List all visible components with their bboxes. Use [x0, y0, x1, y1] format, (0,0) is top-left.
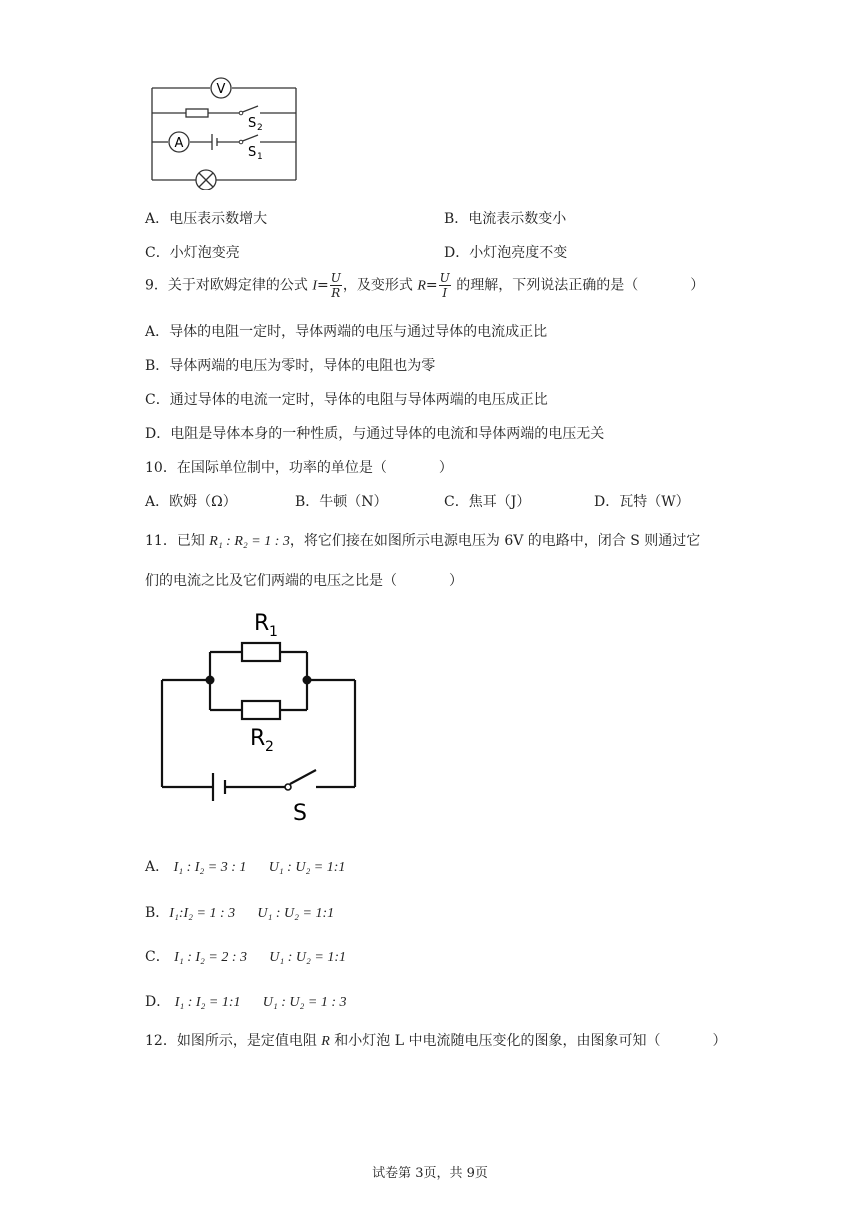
q12-stem: 12．如图所示，是定值电阻 R 和小灯泡 L 中电流随电压变化的图象，由图象可知（ ）: [145, 1033, 727, 1049]
q10-option-b: B．牛顿（N）: [295, 494, 388, 510]
r1-label: R: [254, 611, 270, 636]
q9-option-b: B．导体两端的电压为零时，导体的电阻也为零: [145, 358, 436, 374]
switch-label: S: [293, 801, 307, 826]
switch-icon: [290, 770, 316, 784]
q9-option-a: A．导体的电阻一定时，导体两端的电压与通过导体的电流成正比: [145, 324, 548, 340]
ammeter-label: A: [174, 136, 184, 151]
q11-circuit-diagram: [150, 600, 380, 830]
switch1-sub: 1: [257, 152, 263, 162]
q11-option-a: A． I₁ : I₂ = 3 : 1 U₁ : U₂ = 1:1: [145, 859, 346, 875]
voltmeter-label: V: [216, 82, 226, 97]
switch2-sub: 2: [257, 123, 263, 133]
q10-stem: 10．在国际单位制中，功率的单位是（ ）: [145, 460, 453, 476]
q10-option-d: D．瓦特（W）: [594, 494, 690, 510]
q8-circuit-diagram: [140, 70, 315, 190]
q10-option-c: C．焦耳（J）: [444, 494, 531, 510]
q11-option-d: D． I₁ : I₂ = 1:1 U₁ : U₂ = 1 : 3: [145, 994, 347, 1010]
q11-option-b: B．I₁:I₂ = 1 : 3 U₁ : U₂ = 1:1: [145, 905, 335, 921]
q11-option-c: C． I₁ : I₂ = 2 : 3 U₁ : U₂ = 1:1: [145, 949, 347, 965]
q9-stem: 9．关于对欧姆定律的公式 I= $\frac{U}{R}$ ，及变形式 R= $\frac{U}{I}$ 的理解，下列说法正确的是（ ）: [145, 271, 705, 300]
page-footer: 试卷第 3页，共 9页: [372, 1166, 488, 1181]
q8-option-c: C．小灯泡变亮: [145, 245, 240, 261]
q11-stem-line1: 11．已知 R₁ : R₂ = 1 : 3，将它们接在如图所示电源电压为 6V 的电路中，闭合 S 则通过它: [145, 533, 701, 549]
q8-option-a: A．电压表示数增大: [145, 211, 268, 227]
q8-option-b: B．电流表示数变小: [444, 211, 567, 227]
r2-label: R: [250, 726, 266, 751]
q9-option-c: C．通过导体的电流一定时，导体的电阻与导体两端的电压成正比: [145, 392, 548, 408]
switch2-label: S: [248, 116, 257, 131]
q11-stem-line2: 们的电流之比及它们两端的电压之比是（ ）: [145, 573, 463, 589]
r1-resistor-icon: [242, 643, 280, 661]
q10-option-a: A．欧姆（Ω）: [145, 494, 237, 510]
lamp-icon: [196, 170, 216, 190]
q9-option-d: D．电阻是导体本身的一种性质，与通过导体的电流和导体两端的电压无关: [145, 426, 605, 442]
r1-sub: 1: [269, 624, 278, 640]
q8-option-d: D．小灯泡亮度不变: [444, 245, 568, 261]
r2-sub: 2: [265, 739, 274, 755]
q8-resistor-icon: [186, 109, 208, 117]
switch1-label: S: [248, 145, 257, 160]
r2-resistor-icon: [242, 701, 280, 719]
